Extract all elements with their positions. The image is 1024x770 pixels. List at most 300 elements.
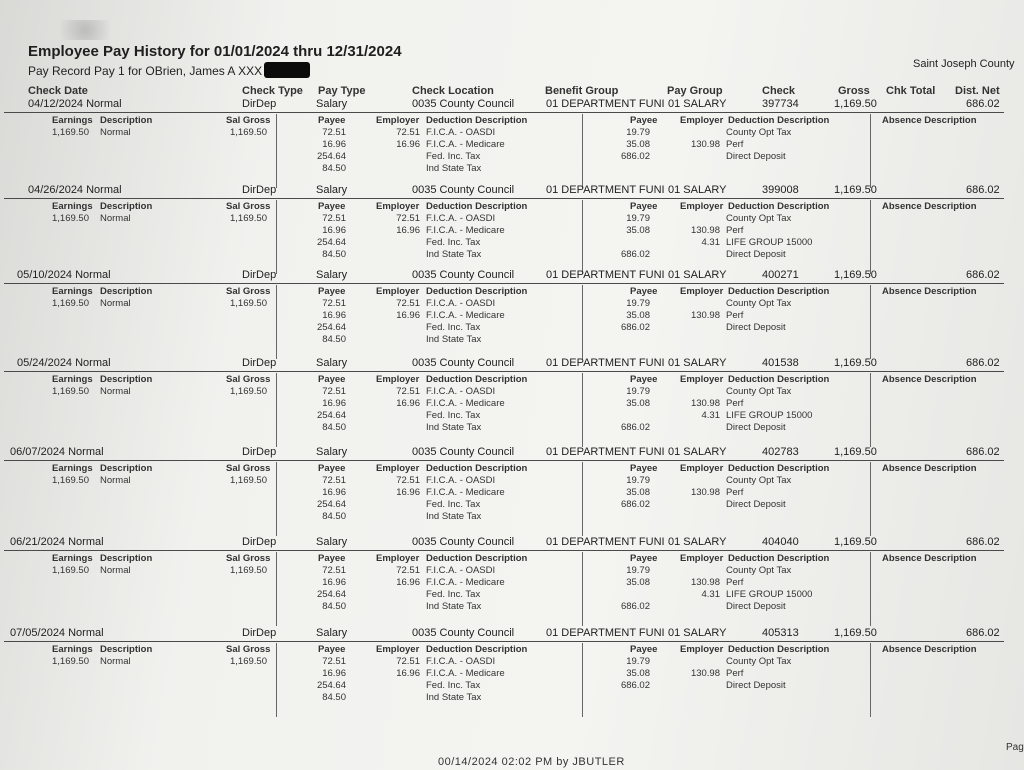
column-separator: [870, 462, 871, 536]
employer-label: Employer: [680, 553, 724, 564]
employer-label: Employer: [376, 553, 420, 564]
deduction-payee-amount: 35.08: [626, 398, 650, 409]
check-type: DirDep: [242, 627, 277, 639]
deduction-payee-amount: 16.96: [322, 225, 346, 236]
column-separator: [276, 373, 277, 447]
deduction-payee-amount: 254.64: [316, 322, 346, 333]
employer-label: Employer: [376, 115, 420, 126]
gross-amount: 1,169.50: [834, 184, 877, 196]
deduction-payee-amount: 72.51: [322, 386, 346, 397]
col-check: Check: [762, 85, 796, 97]
pay-group: 01 SALARY: [668, 627, 727, 639]
deduction-description: Perf: [726, 139, 744, 150]
deduction-description-label: Deduction Description: [728, 201, 830, 212]
earnings-description: Normal: [100, 298, 131, 309]
check-record: [4, 269, 1024, 357]
deduction-description: County Opt Tax: [726, 298, 792, 309]
deduction-employer-amount: 72.51: [396, 656, 420, 667]
deduction-description: Direct Deposit: [726, 322, 786, 333]
dist-net-amount: 686.02: [966, 184, 1000, 196]
deduction-payee-amount: 16.96: [322, 139, 346, 150]
payee-label: Payee: [630, 553, 658, 564]
deduction-description-label: Deduction Description: [426, 463, 528, 474]
check-date: 07/05/2024 Normal: [10, 627, 104, 639]
earnings-description-label: Description: [100, 286, 153, 297]
deduction-payee-amount: 686.02: [620, 499, 650, 510]
check-divider: [4, 371, 1004, 372]
employer-label: Employer: [376, 374, 420, 385]
check-divider: [4, 641, 1004, 642]
deduction-payee-amount: 19.79: [626, 298, 650, 309]
employer-label: Employer: [680, 374, 724, 385]
column-separator: [582, 285, 583, 359]
pay-type: Salary: [316, 184, 348, 196]
benefit-group: 01 DEPARTMENT FUNI: [546, 269, 665, 281]
deduction-description: Fed. Inc. Tax: [426, 589, 481, 600]
check-type: DirDep: [242, 446, 277, 458]
deduction-description: Ind State Tax: [426, 601, 482, 612]
earnings-description-label: Description: [100, 644, 153, 655]
column-separator: [582, 373, 583, 447]
earnings-amount: 1,169.50: [52, 127, 89, 138]
deduction-payee-amount: 72.51: [322, 127, 346, 138]
deduction-payee-amount: 35.08: [626, 310, 650, 321]
employer-label: Employer: [376, 286, 420, 297]
column-separator: [582, 462, 583, 536]
deduction-description: F.I.C.A. - OASDI: [426, 298, 496, 309]
redaction-block: [264, 62, 310, 78]
deduction-description: F.I.C.A. - Medicare: [426, 487, 505, 498]
deduction-employer-amount: 130.98: [690, 577, 720, 588]
check-number: 404040: [762, 536, 799, 548]
pay-group: 01 SALARY: [668, 184, 727, 196]
sal-gross-label: Sal Gross: [226, 374, 271, 385]
pay-group: 01 SALARY: [668, 269, 727, 281]
check-location: 0035 County Council: [412, 446, 515, 458]
deduction-description: County Opt Tax: [726, 656, 792, 667]
deduction-description: Perf: [726, 668, 744, 679]
earnings-description: Normal: [100, 127, 131, 138]
deduction-description: Direct Deposit: [726, 422, 786, 433]
deduction-employer-amount: 130.98: [690, 668, 720, 679]
deduction-payee-amount: 84.50: [322, 163, 346, 174]
deduction-payee-amount: 254.64: [316, 499, 346, 510]
deduction-description: Direct Deposit: [726, 601, 786, 612]
deduction-payee-amount: 84.50: [322, 249, 346, 260]
check-date: 06/07/2024 Normal: [10, 446, 104, 458]
check-number: 397734: [762, 98, 799, 110]
deduction-description: Fed. Inc. Tax: [426, 322, 481, 333]
gross-amount: 1,169.50: [834, 98, 877, 110]
deduction-description: F.I.C.A. - Medicare: [426, 398, 505, 409]
pay-record-subtitle: [28, 62, 310, 78]
deduction-employer-amount: 130.98: [690, 225, 720, 236]
payee-label: Payee: [318, 644, 346, 655]
deduction-payee-amount: 254.64: [316, 410, 346, 421]
check-summary-row: [4, 184, 1024, 199]
sal-gross-amount: 1,169.50: [230, 298, 267, 309]
deduction-employer-amount: 16.96: [396, 668, 420, 679]
benefit-group: 01 DEPARTMENT FUNI: [546, 184, 665, 196]
payee-label: Payee: [318, 374, 346, 385]
dist-net-amount: 686.02: [966, 446, 1000, 458]
employer-label: Employer: [680, 115, 724, 126]
sal-gross-amount: 1,169.50: [230, 475, 267, 486]
column-separator: [870, 373, 871, 447]
payee-label: Payee: [318, 201, 346, 212]
deduction-description: Fed. Inc. Tax: [426, 151, 481, 162]
column-separator: [870, 114, 871, 188]
pay-group: 01 SALARY: [668, 357, 727, 369]
payee-label: Payee: [630, 463, 658, 474]
pay-type: Salary: [316, 269, 348, 281]
absence-description-label: Absence Description: [882, 463, 977, 474]
earnings-label: Earnings: [52, 553, 93, 564]
deduction-payee-amount: 254.64: [316, 680, 346, 691]
payee-label: Payee: [318, 463, 346, 474]
check-type: DirDep: [242, 357, 277, 369]
earnings-amount: 1,169.50: [52, 656, 89, 667]
deduction-description-label: Deduction Description: [426, 286, 528, 297]
deduction-employer-amount: 4.31: [701, 589, 720, 600]
page-title: Employee Pay History for 01/01/2024 thru 12/31/2024: [28, 43, 402, 60]
check-location: 0035 County Council: [412, 627, 515, 639]
sal-gross-amount: 1,169.50: [230, 565, 267, 576]
gross-amount: 1,169.50: [834, 627, 877, 639]
absence-description-label: Absence Description: [882, 115, 977, 126]
deduction-payee-amount: 19.79: [626, 127, 650, 138]
deduction-description: Ind State Tax: [426, 692, 482, 703]
sal-gross-label: Sal Gross: [226, 463, 271, 474]
check-date: 05/10/2024 Normal: [17, 269, 111, 281]
deduction-description: F.I.C.A. - OASDI: [426, 386, 496, 397]
column-separator: [870, 285, 871, 359]
pay-type: Salary: [316, 98, 348, 110]
deduction-description: F.I.C.A. - OASDI: [426, 127, 496, 138]
deduction-description: F.I.C.A. - OASDI: [426, 475, 496, 486]
earnings-amount: 1,169.50: [52, 213, 89, 224]
deduction-description-label: Deduction Description: [728, 463, 830, 474]
deduction-description: Fed. Inc. Tax: [426, 680, 481, 691]
pay-type: Salary: [316, 446, 348, 458]
page-label: Pag: [1006, 742, 1024, 753]
deduction-payee-amount: 16.96: [322, 398, 346, 409]
deduction-payee-amount: 72.51: [322, 213, 346, 224]
deduction-payee-amount: 686.02: [620, 422, 650, 433]
deduction-payee-amount: 84.50: [322, 511, 346, 522]
deduction-employer-amount: 16.96: [396, 577, 420, 588]
smudge-mark: [60, 20, 110, 40]
gross-amount: 1,169.50: [834, 536, 877, 548]
deduction-payee-amount: 72.51: [322, 656, 346, 667]
gross-amount: 1,169.50: [834, 357, 877, 369]
deduction-description: F.I.C.A. - Medicare: [426, 139, 505, 150]
deduction-description: Ind State Tax: [426, 163, 482, 174]
deduction-payee-amount: 35.08: [626, 487, 650, 498]
earnings-label: Earnings: [52, 115, 93, 126]
deduction-description: F.I.C.A. - Medicare: [426, 310, 505, 321]
deduction-payee-amount: 16.96: [322, 577, 346, 588]
deduction-description-label: Deduction Description: [426, 115, 528, 126]
pay-group: 01 SALARY: [668, 98, 727, 110]
earnings-amount: 1,169.50: [52, 565, 89, 576]
deduction-description-label: Deduction Description: [426, 201, 528, 212]
deduction-description: Perf: [726, 487, 744, 498]
sal-gross-label: Sal Gross: [226, 201, 271, 212]
pay-group: 01 SALARY: [668, 446, 727, 458]
column-separator: [870, 200, 871, 274]
payee-label: Payee: [630, 115, 658, 126]
absence-description-label: Absence Description: [882, 644, 977, 655]
deduction-payee-amount: 84.50: [322, 601, 346, 612]
col-check-type: Check Type: [242, 85, 303, 97]
pay-type: Salary: [316, 536, 348, 548]
employer-label: Employer: [680, 286, 724, 297]
deduction-description-label: Deduction Description: [426, 644, 528, 655]
earnings-description-label: Description: [100, 553, 153, 564]
deduction-description: Direct Deposit: [726, 249, 786, 260]
check-summary-row: [4, 98, 1024, 113]
sal-gross-label: Sal Gross: [226, 286, 271, 297]
check-summary-row: [4, 627, 1024, 642]
deduction-description-label: Deduction Description: [728, 286, 830, 297]
earnings-description-label: Description: [100, 115, 153, 126]
check-location: 0035 County Council: [412, 184, 515, 196]
deduction-description: Ind State Tax: [426, 422, 482, 433]
deduction-employer-amount: 72.51: [396, 298, 420, 309]
deduction-employer-amount: 16.96: [396, 398, 420, 409]
check-divider: [4, 198, 1004, 199]
deduction-description: F.I.C.A. - Medicare: [426, 668, 505, 679]
column-separator: [582, 552, 583, 626]
column-separator: [870, 643, 871, 717]
deduction-description: LIFE GROUP 15000: [726, 237, 813, 248]
check-summary-row: [4, 446, 1024, 461]
deduction-employer-amount: 16.96: [396, 225, 420, 236]
pay-type: Salary: [316, 627, 348, 639]
check-divider: [4, 460, 1004, 461]
print-footer: 00/14/2024 02:02 PM by JBUTLER: [438, 756, 625, 768]
deduction-payee-amount: 686.02: [620, 322, 650, 333]
employer-label: Employer: [376, 201, 420, 212]
check-divider: [4, 112, 1004, 113]
deduction-description: Direct Deposit: [726, 151, 786, 162]
check-date: 04/26/2024 Normal: [28, 184, 122, 196]
check-number: 400271: [762, 269, 799, 281]
deduction-description: F.I.C.A. - Medicare: [426, 225, 505, 236]
col-dist-net: Dist. Net: [955, 85, 1000, 97]
check-summary-row: [4, 536, 1024, 551]
check-type: DirDep: [242, 536, 277, 548]
earnings-description: Normal: [100, 386, 131, 397]
benefit-group: 01 DEPARTMENT FUNI: [546, 98, 665, 110]
dist-net-amount: 686.02: [966, 269, 1000, 281]
deduction-payee-amount: 84.50: [322, 334, 346, 345]
dist-net-amount: 686.02: [966, 98, 1000, 110]
deduction-payee-amount: 686.02: [620, 680, 650, 691]
deduction-description-label: Deduction Description: [728, 115, 830, 126]
earnings-label: Earnings: [52, 644, 93, 655]
deduction-description: LIFE GROUP 15000: [726, 589, 813, 600]
deduction-description: Ind State Tax: [426, 511, 482, 522]
deduction-payee-amount: 254.64: [316, 589, 346, 600]
deduction-payee-amount: 16.96: [322, 310, 346, 321]
dist-net-amount: 686.02: [966, 357, 1000, 369]
absence-description-label: Absence Description: [882, 286, 977, 297]
deduction-payee-amount: 19.79: [626, 656, 650, 667]
col-benefit-group: Benefit Group: [545, 85, 619, 97]
check-location: 0035 County Council: [412, 269, 515, 281]
absence-description-label: Absence Description: [882, 201, 977, 212]
deduction-employer-amount: 72.51: [396, 127, 420, 138]
deduction-description: County Opt Tax: [726, 565, 792, 576]
pay-record-label: Pay Record Pay 1 for OBrien, James A XXX: [28, 64, 263, 78]
deduction-payee-amount: 72.51: [322, 475, 346, 486]
check-date: 04/12/2024 Normal: [28, 98, 122, 110]
earnings-description: Normal: [100, 213, 131, 224]
benefit-group: 01 DEPARTMENT FUNI: [546, 627, 665, 639]
check-record: [4, 627, 1024, 715]
earnings-description-label: Description: [100, 463, 153, 474]
deduction-payee-amount: 16.96: [322, 668, 346, 679]
dist-net-amount: 686.02: [966, 627, 1000, 639]
earnings-amount: 1,169.50: [52, 386, 89, 397]
earnings-label: Earnings: [52, 201, 93, 212]
deduction-payee-amount: 19.79: [626, 475, 650, 486]
deduction-employer-amount: 72.51: [396, 565, 420, 576]
check-summary-row: [4, 269, 1024, 284]
gross-amount: 1,169.50: [834, 269, 877, 281]
sal-gross-amount: 1,169.50: [230, 213, 267, 224]
sal-gross-amount: 1,169.50: [230, 656, 267, 667]
deduction-description: County Opt Tax: [726, 475, 792, 486]
check-number: 401538: [762, 357, 799, 369]
check-record: [4, 446, 1024, 534]
check-date: 05/24/2024 Normal: [17, 357, 111, 369]
col-check-location: Check Location: [412, 85, 494, 97]
column-separator: [582, 114, 583, 188]
deduction-payee-amount: 686.02: [620, 151, 650, 162]
deduction-payee-amount: 254.64: [316, 151, 346, 162]
pay-type: Salary: [316, 357, 348, 369]
col-pay-type: Pay Type: [318, 85, 366, 97]
gross-amount: 1,169.50: [834, 446, 877, 458]
employer-label: Employer: [680, 463, 724, 474]
employer-label: Employer: [680, 201, 724, 212]
check-location: 0035 County Council: [412, 357, 515, 369]
deduction-description: Perf: [726, 310, 744, 321]
payee-label: Payee: [630, 201, 658, 212]
col-chk-total: Chk Total: [886, 85, 936, 97]
deduction-description: LIFE GROUP 15000: [726, 410, 813, 421]
dist-net-amount: 686.02: [966, 536, 1000, 548]
check-record: [4, 536, 1024, 624]
deduction-employer-amount: 72.51: [396, 213, 420, 224]
benefit-group: 01 DEPARTMENT FUNI: [546, 536, 665, 548]
deduction-description: Perf: [726, 225, 744, 236]
deduction-payee-amount: 84.50: [322, 422, 346, 433]
check-type: DirDep: [242, 269, 277, 281]
earnings-description-label: Description: [100, 201, 153, 212]
deduction-description: Fed. Inc. Tax: [426, 499, 481, 510]
deduction-description: Direct Deposit: [726, 499, 786, 510]
earnings-label: Earnings: [52, 286, 93, 297]
sal-gross-label: Sal Gross: [226, 553, 271, 564]
deduction-employer-amount: 130.98: [690, 310, 720, 321]
check-location: 0035 County Council: [412, 536, 515, 548]
absence-description-label: Absence Description: [882, 374, 977, 385]
deduction-employer-amount: 130.98: [690, 398, 720, 409]
deduction-payee-amount: 84.50: [322, 692, 346, 703]
payee-label: Payee: [630, 286, 658, 297]
deduction-employer-amount: 16.96: [396, 139, 420, 150]
check-record: [4, 98, 1024, 186]
check-record: [4, 357, 1024, 445]
column-separator: [276, 285, 277, 359]
benefit-group: 01 DEPARTMENT FUNI: [546, 357, 665, 369]
deduction-employer-amount: 130.98: [690, 139, 720, 150]
deduction-description: County Opt Tax: [726, 386, 792, 397]
county-name: Saint Joseph County: [913, 58, 1015, 70]
deduction-employer-amount: 16.96: [396, 310, 420, 321]
deduction-description-label: Deduction Description: [426, 374, 528, 385]
deduction-description: County Opt Tax: [726, 213, 792, 224]
col-check-date: Check Date: [28, 85, 88, 97]
deduction-payee-amount: 72.51: [322, 565, 346, 576]
column-separator: [276, 552, 277, 626]
deduction-payee-amount: 686.02: [620, 249, 650, 260]
deduction-payee-amount: 19.79: [626, 565, 650, 576]
earnings-label: Earnings: [52, 463, 93, 474]
deduction-description: Fed. Inc. Tax: [426, 410, 481, 421]
deduction-description: Ind State Tax: [426, 249, 482, 260]
earnings-description-label: Description: [100, 374, 153, 385]
payee-label: Payee: [630, 374, 658, 385]
col-pay-group: Pay Group: [667, 85, 723, 97]
deduction-payee-amount: 686.02: [620, 601, 650, 612]
benefit-group: 01 DEPARTMENT FUNI: [546, 446, 665, 458]
deduction-description: Perf: [726, 398, 744, 409]
column-separator: [276, 200, 277, 274]
absence-description-label: Absence Description: [882, 553, 977, 564]
check-number: 402783: [762, 446, 799, 458]
deduction-description: F.I.C.A. - OASDI: [426, 213, 496, 224]
check-location: 0035 County Council: [412, 98, 515, 110]
payee-label: Payee: [630, 644, 658, 655]
sal-gross-label: Sal Gross: [226, 115, 271, 126]
column-separator: [276, 462, 277, 536]
earnings-amount: 1,169.50: [52, 298, 89, 309]
sal-gross-label: Sal Gross: [226, 644, 271, 655]
payee-label: Payee: [318, 115, 346, 126]
deduction-description: F.I.C.A. - Medicare: [426, 577, 505, 588]
earnings-amount: 1,169.50: [52, 475, 89, 486]
deduction-employer-amount: 16.96: [396, 487, 420, 498]
payee-label: Payee: [318, 553, 346, 564]
column-separator: [582, 643, 583, 717]
deduction-payee-amount: 254.64: [316, 237, 346, 248]
deduction-employer-amount: 72.51: [396, 475, 420, 486]
payee-label: Payee: [318, 286, 346, 297]
deduction-payee-amount: 35.08: [626, 225, 650, 236]
deduction-employer-amount: 4.31: [701, 237, 720, 248]
employer-label: Employer: [376, 644, 420, 655]
earnings-description: Normal: [100, 565, 131, 576]
employer-label: Employer: [376, 463, 420, 474]
check-divider: [4, 283, 1004, 284]
check-type: DirDep: [242, 184, 277, 196]
check-summary-row: [4, 357, 1024, 372]
